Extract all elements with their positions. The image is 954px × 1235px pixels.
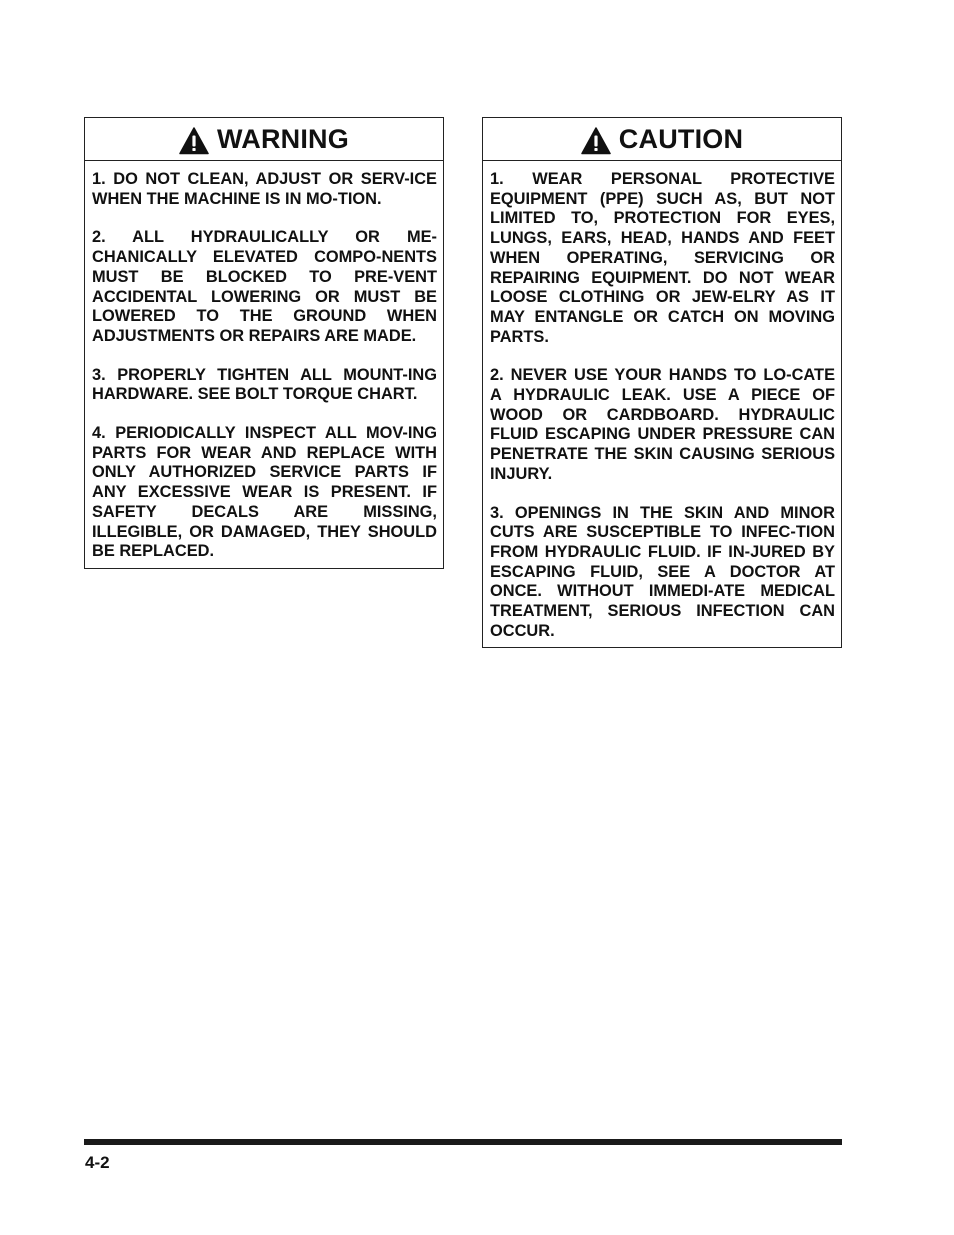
warning-triangle-icon [179,127,209,155]
page-number: 4-2 [85,1153,110,1172]
caution-title: CAUTION [618,123,744,154]
warning-item: 3. PROPERLY TIGHTEN ALL MOUNT-ING HARDWARE. SEE BOLT TORQUE CHART. [92,365,437,404]
warning-item: 2. ALL HYDRAULICALLY OR ME-CHANICALLY ELEVATED COMPO-NENTS MUST BE BLOCKED TO PRE-VENT ACCIDENTAL LOWERING OR MUST BE LOWERED TO THE GROUND WHEN ADJUSTMENTS OR REPAIRS ARE MADE. [92,228,437,345]
warning-item: 1. DO NOT CLEAN, ADJUST OR SERV-ICE WHEN THE MACHINE IS IN MO-TION. [92,170,437,208]
caution-header [483,118,841,161]
warning-title: WARNING [217,123,349,154]
warning-header [85,118,443,161]
caution-item: 1. WEAR PERSONAL PROTECTIVE EQUIPMENT (PPE) SUCH AS, BUT NOT LIMITED TO, PROTECTION FOR EYES, LUNGS, EARS, HEAD, HANDS AND FEET WHEN OPERATING, SERVICING OR REPAIRING EQUIPMENT. DO NOT WEAR LOOSE CLOTHING OR JEW-ELRY AS IT MAY ENTANGLE OR CATCH ON MOVING PARTS. [490,170,835,346]
caution-box [482,117,842,648]
caution-item: 2. NEVER USE YOUR HANDS TO LO-CATE A HYDRAULIC LEAK. USE A PIECE OF WOOD OR CARDBOARD. HYDRAULIC FLUID ESCAPING UNDER PRESSURE CAN PENETRATE THE SKIN CAUSING SERIOUS INJURY. [490,366,835,483]
caution-body [483,161,841,647]
warning-box [84,117,444,569]
caution-item: 3. OPENINGS IN THE SKIN AND MINOR CUTS ARE SUSCEPTIBLE TO INFEC-TION FROM HYDRAULIC FLUID. IF IN-JURED BY ESCAPING FLUID, SEE A DOCTOR AT ONCE. WITHOUT IMMEDI-ATE MEDICAL TREATMENT, SERIOUS INFECTION CAN OCCUR. [490,503,835,640]
warning-body [85,161,443,568]
warning-triangle-icon [581,127,611,155]
footer-rule [84,1139,842,1145]
warning-item: 4. PERIODICALLY INSPECT ALL MOV-ING PARTS FOR WEAR AND REPLACE WITH ONLY AUTHORIZED SERVICE PARTS IF ANY EXCESSIVE WEAR IS PRESENT. IF SAFETY DECALS ARE MISSING, ILLEGIBLE, OR DAMAGED, THEY SHOULD BE REPLACED. [92,424,437,561]
